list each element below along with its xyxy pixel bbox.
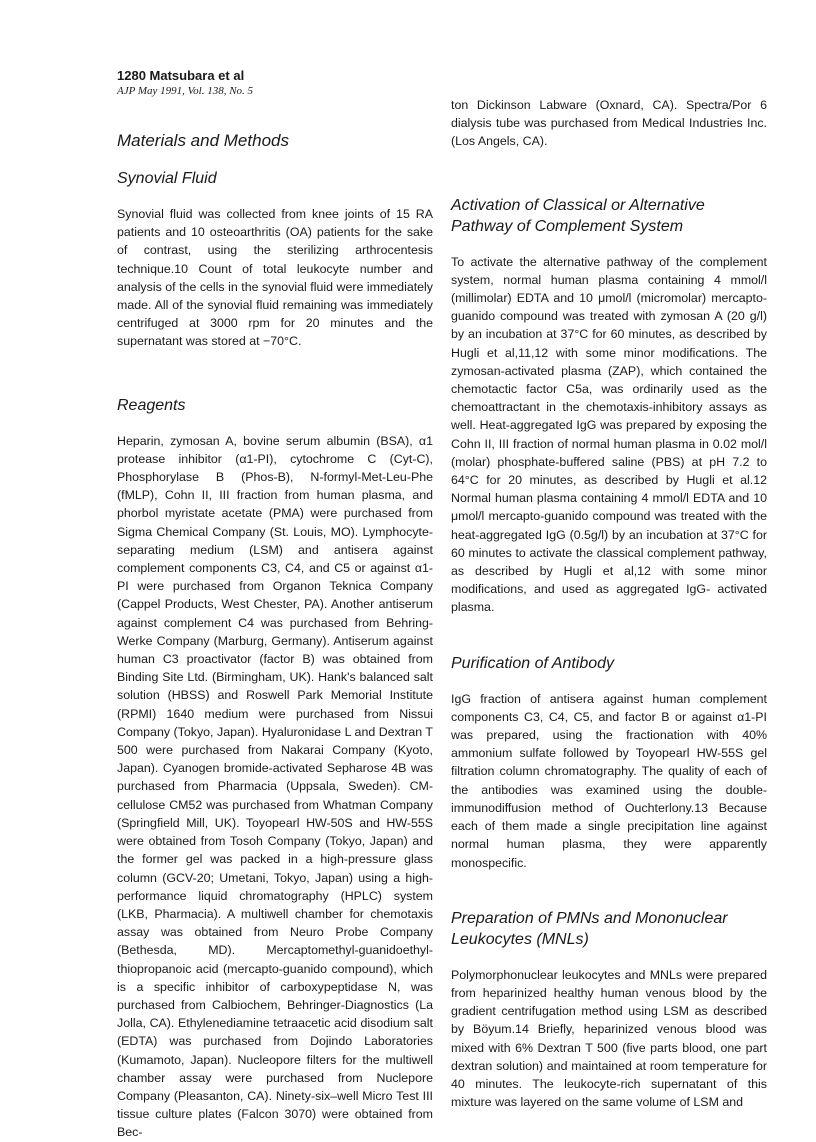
complement-activation-heading: Activation of Classical or Alternative Pathway of Complement System <box>451 196 705 235</box>
cell-preparation-heading: Preparation of PMNs and Mononuclear Leukocytes (MNLs) <box>451 909 728 948</box>
antibody-purification-heading: Purification of Antibody <box>451 654 615 672</box>
synovial-fluid-paragraph: Synovial fluid was collected from knee joints of 15 RA patients and 10 osteoarthritis (OA) patients for the sake of contrast, using the sterilizing arthrocentesis technique.10 Count of total leukocyte number and analysis of the cells in the synovial fluid were immediately made. All of the synovial fluid remaining was immediately centrifuged at 3000 rpm for 20 minutes and the supernatant was stored at −70°C. <box>117 207 433 349</box>
synovial-fluid-heading: Synovial Fluid <box>117 170 217 187</box>
reagents-heading: Reagents <box>117 396 186 414</box>
right-column <box>451 96 767 1111</box>
reagents-continued-paragraph: ton Dickinson Labware (Oxnard, CA). Spectra/Por 6 dialysis tube was purchased from Medical Industries Inc. (Los Angels, CA). <box>451 98 767 149</box>
left-column <box>117 130 433 1142</box>
cell-preparation-paragraph: Polymorphonuclear leukocytes and MNLs were prepared from heparinized healthy human venous blood by the gradient centrifugation method using LSM as described by Böyum.14 Briefly, heparinized venous blood was mixed with 6% Dextran T 500 (five parts blood, one part dextran solution) and maintained at room temperature for 40 minutes. The leukocyte-rich supernatant of this mixture was layered on the same volume of LSM and <box>451 967 767 1110</box>
complement-activation-paragraph: To activate the alternative pathway of the complement system, normal human plasma containing 4 mmol/l (millimolar) EDTA and 10 μmol/l (micromolar) mercapto-guanido compound was treated with zymosan A (20 g/l) by an incubation at 37°C for 60 minutes, as described by Hugli et al,11,12 with some minor modifications. The zymosan-activated plasma (ZAP), which contained the chemotactic factor C5a, was ordinarily used as the chemoattractant in the chemotaxis-inhibitory assays as well. Heat-aggregated IgG was prepared by exposing the Cohn II, III fraction of normal human plasma in 0.02 mol/l (molar) phosphate-buffered saline (PBS) at pH 7.2 to 64°C for 20 minutes, as described by Hugli et al.12 Normal human plasma containing 4 mmol/l EDTA and 10 μmol/l mercapto-guanido compound was treated with the heat-aggregated IgG (0.5g/l) by an incubation at 37°C for 60 minutes to activate the classical complement pathway, as described by Hugli et al,12 with some minor modifications, and used as aggregated IgG- activated plasma. <box>451 254 767 615</box>
reagents-paragraph: Heparin, zymosan A, bovine serum albumin (BSA), α1 protease inhibitor (α1-PI), cytochrome C (Cyt-C), Phosphorylase B (Phos-B), N-formyl-Met-Leu-Phe (fMLP), Cohn II, III fraction from human plasma, and phorbol myristate acetate (PMA) were purchased from Sigma Chemical Company (St. Louis, MO). Lymphocyte-separating medium (LSM) and antisera against complement components C3, C4, and C5 or against α1-PI were purchased from Organon Teknica Company (Cappel Products, West Chester, PA). Another antiserum against complement C4 was purchased from Behring-Werke Company (Marburg, Germany). Antiserum against human C3 proactivator (factor B) was obtained from Binding Site Ltd. (Birmingham, UK). Hank's balanced salt solution (HBSS) and Roswell Park Memorial Institute (RPMI) 1640 medium were purchased from Nissui Company (Tokyo, Japan). Hyaluronidase L and Dextran T 500 were purchased from Nakarai Company (Kyoto, Japan). Cyanogen bromide-activated Sepharose 4B was purchased from Pharmacia (Uppsala, Sweden). CM-cellulose CM52 was purchased from Whatman Company (Springfield Mill, UK). Toyopearl HW-50S and HW-55S were obtained from Tosoh Company (Tokyo, Japan) and the former gel was packed in a high-pressure glass column (GCV-20; Umetani, Tokyo, Japan) using a high-performance liquid chromatography (HPLC) system (LKB, Pharmacia). A multiwell chamber for chemotaxis assay was obtained from Neuro Probe Company (Bethesda, MD). Mercaptomethyl-guanidoethyl-thiopropanoic acid (mercapto-guanido compound), which is a specific inhibitor of carboxypeptidase N, was purchased from Calbiochem, Behringer-Diagnostics (La Jolla, CA). Ethylenediamine tetraacetic acid disodium salt (EDTA) was purchased from Dojindo Laboratories (Kumamoto, Japan). Nucleopore filters for the multiwell chamber assay were purchased from Nuclepore Company (Pleasanton, CA). Ninety-six–well Micro Test III tissue culture plates (Falcon 3070) were obtained from Bec- <box>117 433 433 1140</box>
running-head <box>117 68 253 98</box>
antibody-purification-paragraph: IgG fraction of antisera against human complement components C3, C4, C5, and factor B or against α1-PI was prepared, using the fractionation with 40% ammonium sulfate followed by Toyopearl HW-55S gel filtration column chromatography. The quality of each of the antibodies was examined using the double-immunodiffusion method of Ouchterlony.13 Because each of them made a single precipitation line against normal human plasma, they were apparently monospecific. <box>451 691 767 870</box>
page-number-authors: 1280 Matsubara et al <box>117 68 245 83</box>
journal-citation: AJP May 1991, Vol. 138, No. 5 <box>117 85 254 97</box>
materials-methods-heading: Materials and Methods <box>117 131 289 150</box>
